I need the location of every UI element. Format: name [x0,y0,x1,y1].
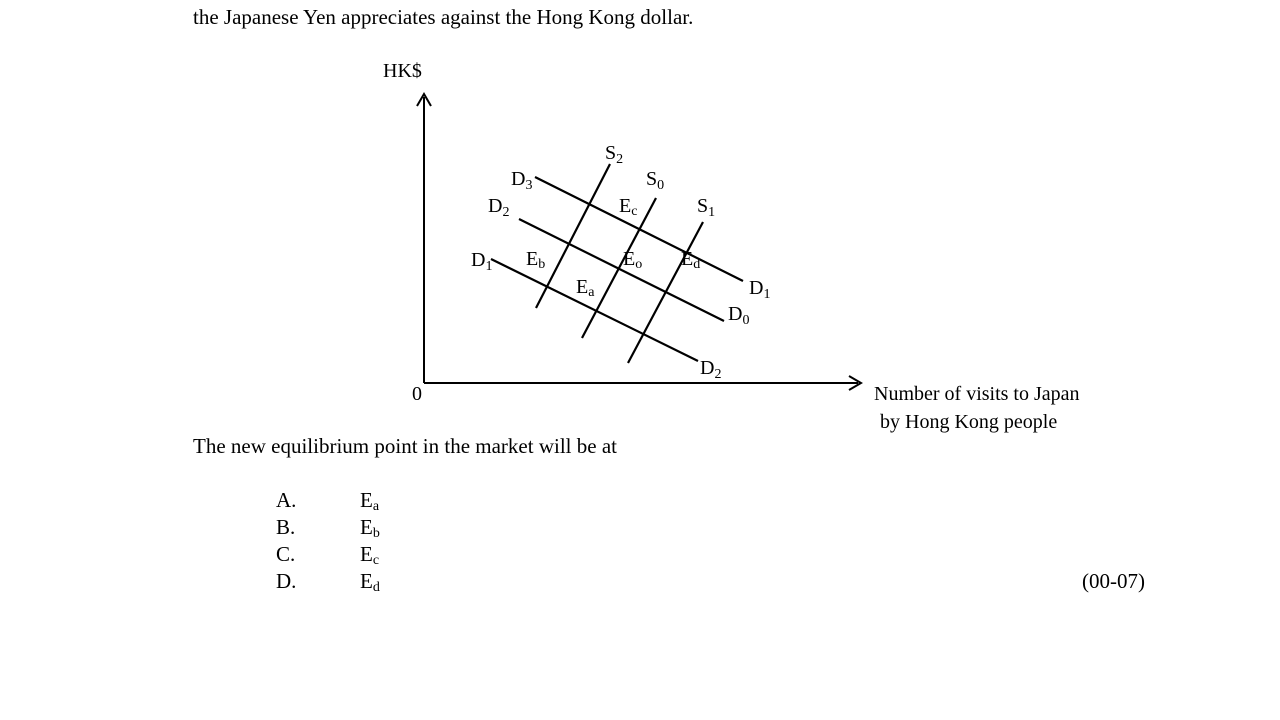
option-c[interactable] [276,542,379,569]
option-b[interactable] [276,515,380,542]
label-s0: $S_0$ [646,168,665,193]
label-d2-lower: $D_2$ [700,357,722,382]
question-text: the Japanese Yen appreciates against the Hong Kong dollar. [193,5,694,29]
option-letter: A. [276,488,297,512]
supply-curve-s2 [536,164,610,308]
label-ea: Ea [576,276,595,300]
label-d1-right: $D_1$ [749,277,771,302]
label-d0: $D_0$ [728,303,750,328]
label-s1: $S_1$ [697,195,716,220]
label-d2-upper: $D_2$ [488,195,510,220]
label-d1-left: $D_1$ [471,249,493,274]
label-eo: Eo [623,248,643,272]
question-prompt: The new equilibrium point in the market will be at [193,434,617,458]
option-letter: B. [276,515,296,539]
label-d3: $D_3$ [511,168,533,193]
x-axis-label-line2: by Hong Kong people [880,411,1058,433]
label-ed: Ed [681,248,701,272]
x-axis-label-line1: Number of visits to Japan [874,383,1080,405]
option-d[interactable] [276,569,380,596]
origin-label: 0 [412,383,422,405]
option-value: $E_d$ [360,569,380,595]
label-eb: Eb [526,248,546,272]
y-axis-label: HK$ [383,60,422,82]
option-value: $E_a$ [360,488,380,514]
label-ec: Ec [619,195,638,219]
option-a[interactable] [276,488,379,515]
question-code: (00-07) [1082,569,1145,593]
label-s2: $S_2$ [605,142,624,167]
option-value: $E_b$ [360,515,380,541]
demand-curve-d1-lower [491,259,698,361]
option-letter: C. [276,542,296,566]
option-value: $E_c$ [360,542,380,568]
option-letter: D. [276,569,297,593]
